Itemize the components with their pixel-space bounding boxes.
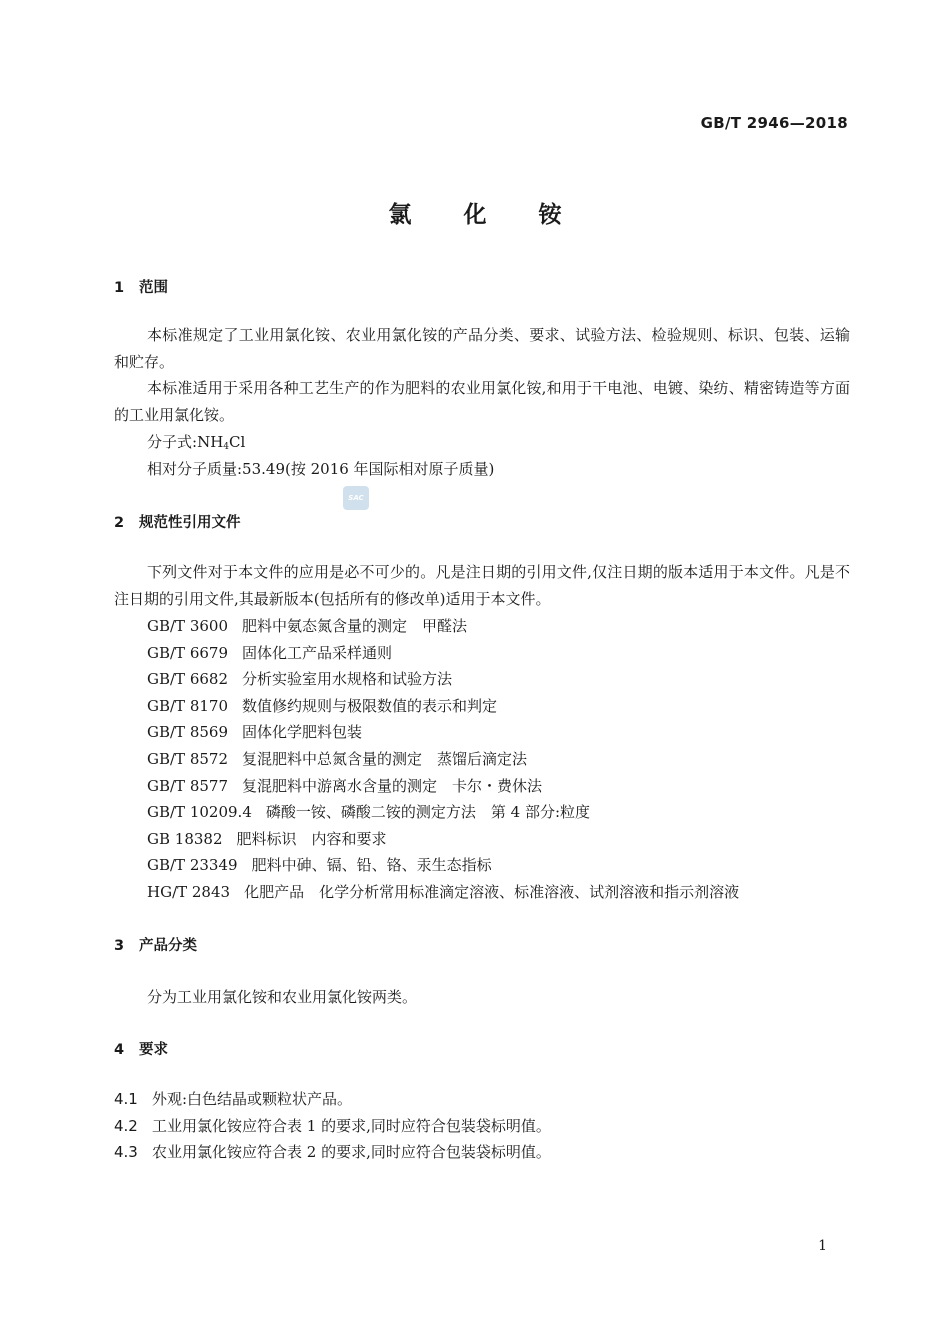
clause-item	[114, 1088, 352, 1109]
section-1-heading	[114, 276, 168, 297]
reference-title: 肥料中砷、镉、铅、铬、汞生态指标	[251, 856, 492, 874]
section-title: 要求	[139, 1042, 168, 1058]
standard-code: GB/T 2946—2018	[700, 114, 848, 132]
reference-item	[147, 668, 452, 689]
reference-code: GB/T 6679	[147, 644, 229, 662]
reference-code: GB/T 8170	[147, 697, 229, 715]
reference-code: GB/T 6682	[147, 670, 229, 688]
formula-subscript: 4	[223, 442, 230, 452]
reference-title: 磷酸一铵、磷酸二铵的测定方法 第 4 部分:粒度	[265, 803, 591, 821]
molecular-mass: 相对分子质量:53.49(按 2016 年国际相对原子质量)	[147, 460, 495, 478]
reference-item	[147, 615, 467, 636]
reference-title: 肥料标识 内容和要求	[236, 830, 387, 848]
page-number: 1	[818, 1238, 827, 1254]
reference-item	[147, 642, 392, 663]
clause-item	[114, 1141, 551, 1162]
section-2-heading	[114, 511, 241, 532]
reference-code: HG/T 2843	[147, 883, 231, 901]
clause-number: 4.2	[114, 1117, 138, 1135]
clause-text: 工业用氯化铵应符合表 1 的要求,同时应符合包装袋标明值。	[152, 1117, 551, 1135]
clause-number: 4.1	[114, 1090, 138, 1108]
scope-paragraph-1: 本标准规定了工业用氯化铵、农业用氯化铵的产品分类、要求、试验方法、检验规则、标识、包装、运输和贮存。	[114, 326, 850, 371]
reference-title: 复混肥料中总氮含量的测定 蒸馏后滴定法	[242, 750, 528, 768]
reference-code: GB/T 23349	[147, 856, 238, 874]
reference-title: 固体化学肥料包装	[242, 723, 363, 741]
reference-item	[147, 854, 492, 875]
classification-paragraph: 分为工业用氯化铵和农业用氯化铵两类。	[147, 988, 418, 1006]
reference-title: 固体化工产品采样通则	[242, 644, 393, 662]
reference-item	[147, 801, 590, 822]
reference-title: 化肥产品 化学分析常用标准滴定溶液、标准溶液、试剂溶液和指示剂溶液	[244, 883, 740, 901]
reference-title: 数值修约规则与极限数值的表示和判定	[242, 697, 498, 715]
clause-text: 农业用氯化铵应符合表 2 的要求,同时应符合包装袋标明值。	[152, 1143, 551, 1161]
reference-item	[147, 881, 739, 902]
section-title: 范围	[139, 280, 168, 296]
formula-pre: NH	[197, 433, 224, 451]
references-intro: 下列文件对于本文件的应用是必不可少的。凡是注日期的引用文件,仅注日期的版本适用于本文件。凡是不注日期的引用文件,其最新版本(包括所有的修改单)适用于本文件。	[114, 563, 850, 608]
reference-code: GB/T 8572	[147, 750, 229, 768]
reference-code: GB/T 3600	[147, 617, 229, 635]
reference-code: GB/T 8569	[147, 723, 229, 741]
formula-post: Cl	[229, 433, 246, 451]
reference-item	[147, 775, 542, 796]
reference-item	[147, 721, 362, 742]
section-number: 3	[114, 938, 125, 954]
clause-item	[114, 1115, 551, 1136]
section-number: 4	[114, 1042, 125, 1058]
reference-code: GB/T 8577	[147, 777, 229, 795]
formula-label: 分子式:	[147, 433, 198, 451]
clause-number: 4.3	[114, 1143, 138, 1161]
sac-watermark-logo: SAC	[343, 486, 369, 510]
section-number: 1	[114, 280, 125, 296]
section-title: 产品分类	[139, 938, 197, 954]
section-3-heading	[114, 934, 197, 955]
section-title: 规范性引用文件	[139, 515, 241, 531]
scope-paragraph-2: 本标准适用于采用各种工艺生产的作为肥料的农业用氯化铵,和用于干电池、电镀、染纺、精密铸造等方面的工业用氯化铵。	[114, 379, 850, 424]
section-number: 2	[114, 515, 125, 531]
reference-code: GB 18382	[147, 830, 223, 848]
reference-item	[147, 828, 387, 849]
reference-title: 分析实验室用水规格和试验方法	[242, 670, 453, 688]
molecular-formula	[147, 431, 245, 452]
reference-item	[147, 695, 497, 716]
reference-title: 肥料中氨态氮含量的测定 甲醛法	[242, 617, 468, 635]
reference-title: 复混肥料中游离水含量的测定 卡尔・费休法	[242, 777, 543, 795]
clause-text: 外观:白色结晶或颗粒状产品。	[152, 1090, 353, 1108]
document-title: 氯化铵	[388, 202, 614, 228]
reference-code: GB/T 10209.4	[147, 803, 252, 821]
section-4-heading	[114, 1038, 168, 1059]
reference-item	[147, 748, 527, 769]
